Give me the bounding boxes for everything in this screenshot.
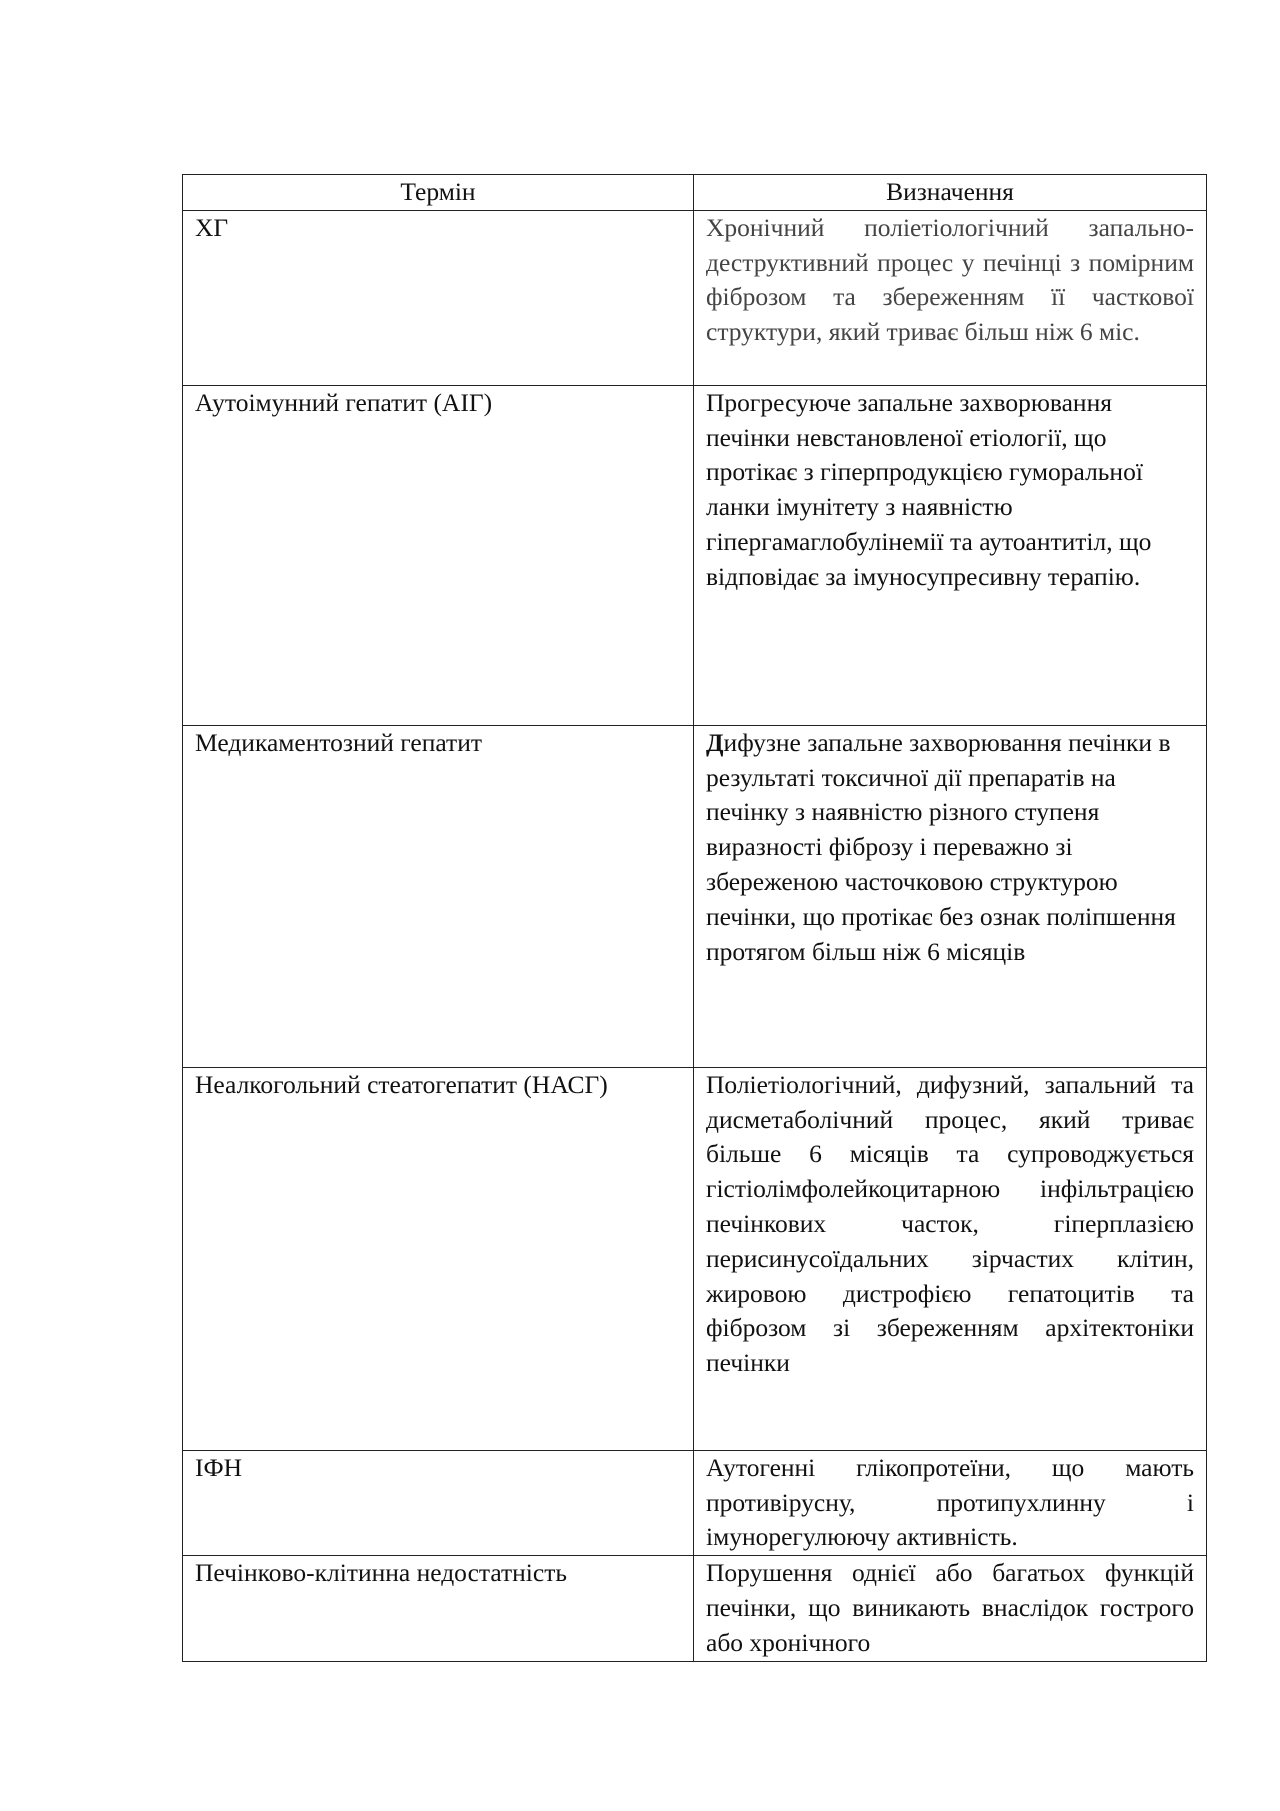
- table-row: [183, 210, 1207, 385]
- term-cell: Печінково-клітинна недостатність: [183, 1556, 694, 1661]
- definition-rest: ифузне запальне захворювання печінки в результаті токсичної дії препаратів на печінку з наявністю різного ступеня виразності фіброзу і переважно зі збереженою часточковою структурою печінки, що протікає без ознак поліпшення протягом більш ніж 6 місяців: [706, 727, 1176, 966]
- table-row: [183, 1556, 1207, 1661]
- term-cell: ХГ: [183, 210, 694, 385]
- term-cell: Медикаментозний гепатит: [183, 725, 694, 1067]
- header-term: Термін: [183, 175, 694, 211]
- table-header-row: [183, 175, 1207, 211]
- definition-cell: Аутогенні глікопротеїни, що мають противірусну, протипухлинну і імунорегулюючу активність.: [694, 1450, 1207, 1555]
- definition-cell: Порушення однієї або багатьох функцій печінки, що виникають внаслідок гострого або хронічного: [694, 1556, 1207, 1661]
- table-row: [183, 385, 1207, 725]
- table-row: [183, 1450, 1207, 1555]
- definition-cell: Прогресуюче запальне захворювання печінки невстановленої етіології, що протікає з гіперпродукцією гуморальної ланки імунітету з наявністю гіпергамаглобулінемії та аутоантитіл, що відповідає за імуносупресивну терапію.: [694, 385, 1207, 725]
- definition-cell: [694, 725, 1207, 1067]
- table-row: [183, 725, 1207, 1067]
- term-cell: Аутоімунний гепатит (АІГ): [183, 385, 694, 725]
- definition-first-letter: Д: [706, 727, 724, 757]
- term-cell: Неалкогольний стеатогепатит (НАСГ): [183, 1067, 694, 1450]
- definition-cell: Поліетіологічний, дифузний, запальний та дисметаболічний процес, який триває більше 6 місяців та супроводжується гістіолімфолейкоцитарною інфільтрацією печінкових часток, гіперплазією перисинусоїдальних зірчастих клітин, жировою дистрофією гепатоцитів та фіброзом зі збереженням архітектоніки печінки: [694, 1067, 1207, 1450]
- table-row: [183, 1067, 1207, 1450]
- terms-table: [182, 174, 1207, 1662]
- header-definition: Визначення: [694, 175, 1207, 211]
- definition-cell: Хронічний поліетіологічний запально-деструктивний процес у печінці з помірним фіброзом та збереженням її часткової структури, який триває більш ніж 6 міс.: [694, 210, 1207, 385]
- term-cell: ІФН: [183, 1450, 694, 1555]
